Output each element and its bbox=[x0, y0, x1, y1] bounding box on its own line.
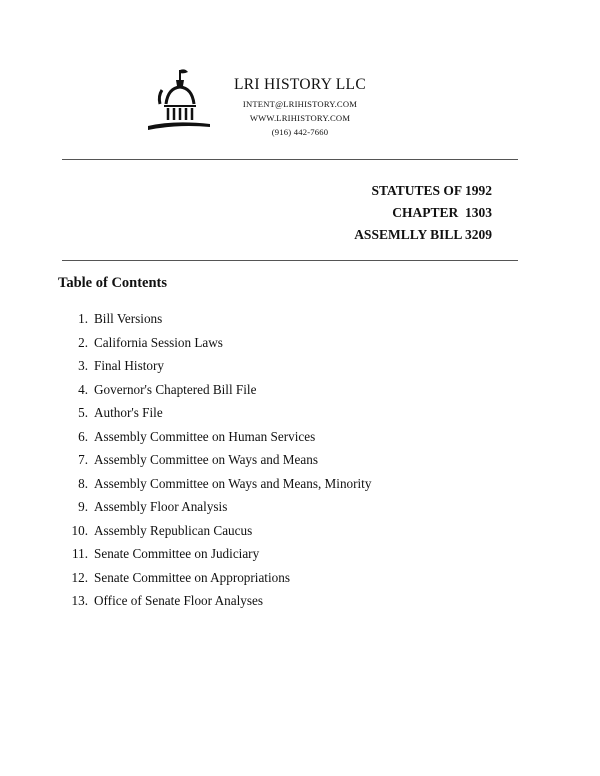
toc-item-number: 9. bbox=[78, 499, 88, 514]
bottom-divider bbox=[62, 260, 518, 261]
toc-item-label: Bill Versions bbox=[94, 311, 163, 326]
toc-item-label: Office of Senate Floor Analyses bbox=[94, 593, 263, 608]
toc-item-number: 6. bbox=[78, 428, 88, 444]
toc-item-label: Assembly Committee on Ways and Means, Minority bbox=[94, 475, 372, 491]
toc-item-number: 4. bbox=[78, 381, 88, 397]
toc-item-number: 12. bbox=[71, 569, 88, 585]
toc-item[interactable] bbox=[58, 401, 371, 425]
statute-info bbox=[354, 180, 492, 246]
toc-item[interactable] bbox=[58, 425, 371, 449]
toc-item-number: 11. bbox=[72, 546, 88, 561]
toc-item[interactable] bbox=[58, 331, 371, 355]
toc-item-number: 10. bbox=[71, 522, 88, 538]
statute-year: STATUTES OF 1992 bbox=[371, 183, 492, 198]
toc-item-label: Author's File bbox=[94, 405, 163, 420]
toc-item-label: Assembly Committee on Ways and Means bbox=[94, 452, 318, 467]
toc-item[interactable] bbox=[58, 307, 371, 331]
toc-item[interactable] bbox=[58, 448, 371, 472]
toc-item-number: 7. bbox=[78, 452, 88, 467]
toc-item-label: Assembly Committee on Human Services bbox=[94, 428, 316, 444]
capitol-dome-logo-icon bbox=[138, 60, 218, 140]
company-name: LRI HISTORY LLC bbox=[234, 76, 366, 93]
toc-item[interactable] bbox=[58, 589, 371, 613]
contact-phone: (916) 442-7660 bbox=[271, 127, 329, 137]
toc-item-label: Senate Committee on Judiciary bbox=[94, 546, 260, 561]
toc-item-label: Assembly Floor Analysis bbox=[94, 499, 228, 514]
toc-item[interactable] bbox=[58, 519, 371, 543]
toc-item-number: 5. bbox=[78, 405, 88, 420]
toc-item-label: Final History bbox=[94, 358, 164, 373]
letterhead bbox=[215, 76, 385, 139]
toc-item-label: Assembly Republican Caucus bbox=[94, 522, 253, 538]
toc-item-number: 13. bbox=[71, 593, 88, 608]
contact-website[interactable]: WWW.LRIHISTORY.COM bbox=[249, 113, 351, 123]
toc-item[interactable] bbox=[58, 472, 371, 496]
toc-item-number: 2. bbox=[78, 334, 88, 350]
toc-item[interactable] bbox=[58, 566, 371, 590]
toc-item-number: 3. bbox=[78, 358, 88, 373]
toc-item-label: Senate Committee on Appropriations bbox=[94, 569, 290, 585]
contact-email[interactable]: INTENT@LRIHISTORY.COM bbox=[242, 99, 358, 109]
toc-item[interactable] bbox=[58, 354, 371, 378]
toc-item[interactable] bbox=[58, 495, 371, 519]
toc-item-number: 1. bbox=[78, 311, 88, 326]
toc-item[interactable] bbox=[58, 542, 371, 566]
toc-item-number: 8. bbox=[78, 475, 88, 491]
statute-chapter: CHAPTER 1303 bbox=[392, 205, 492, 220]
top-divider bbox=[62, 159, 518, 160]
toc-list bbox=[58, 307, 371, 613]
toc-item[interactable] bbox=[58, 378, 371, 402]
toc-item-label: California Session Laws bbox=[94, 334, 223, 350]
toc-item-label: Governor's Chaptered Bill File bbox=[94, 381, 257, 397]
statute-bill: ASSEMLLY BILL 3209 bbox=[354, 227, 492, 242]
toc-title: Table of Contents bbox=[58, 275, 168, 291]
